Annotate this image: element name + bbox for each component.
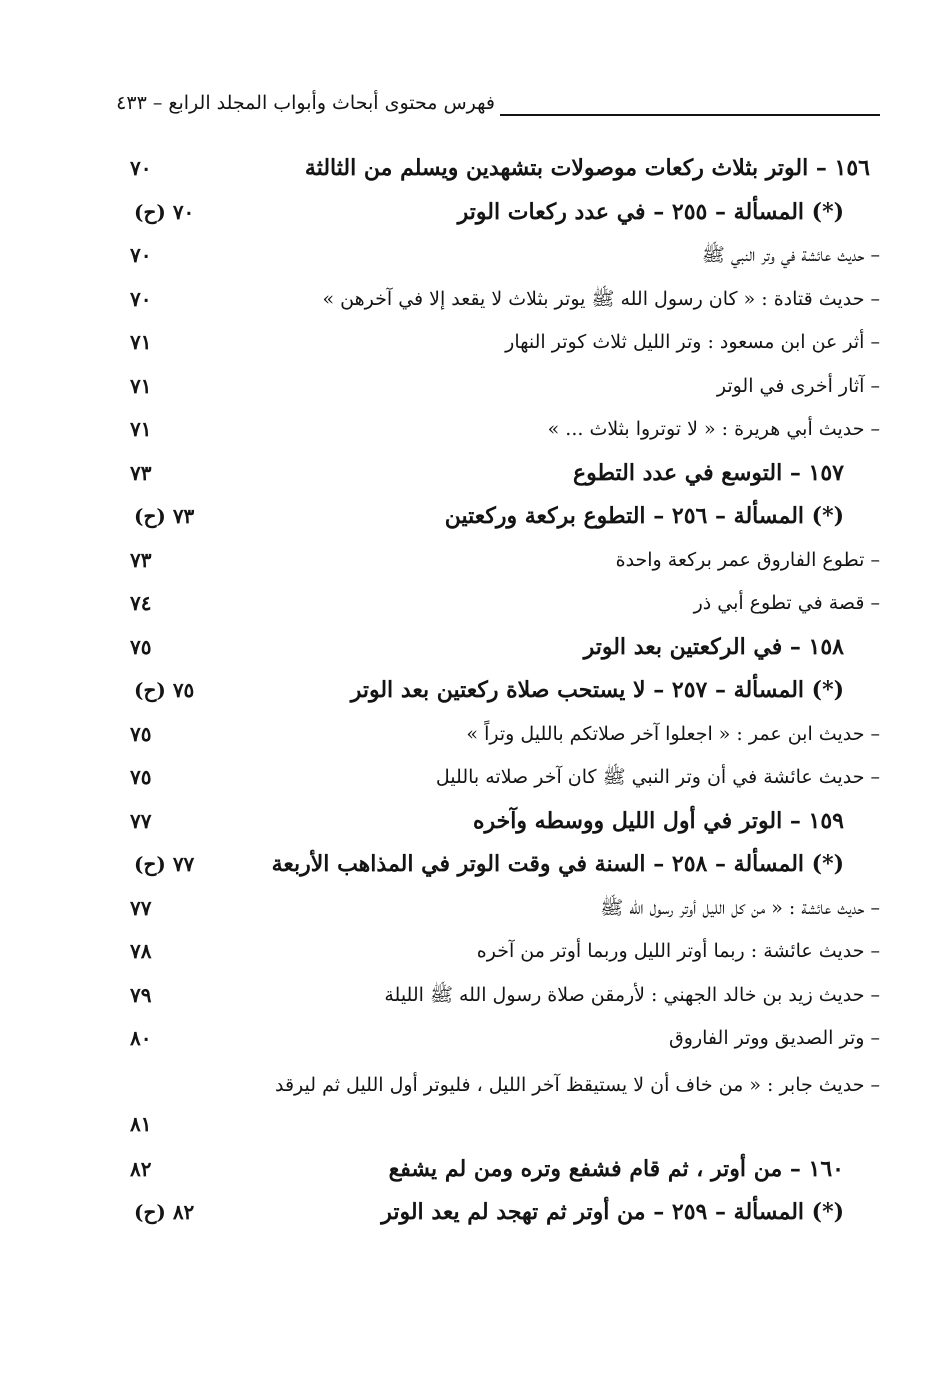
entry-text: – حديث عائشة : « من كل الليل أوتر رسول الله ﷺ — [600, 896, 880, 919]
chapter-heading — [0, 1147, 950, 1191]
page-number: ٧٩ — [130, 982, 152, 1007]
page-number: ٨٢ (ح) — [134, 1200, 195, 1224]
entry-text: – حديث عائشة في وتر النبي ﷺ — [701, 244, 880, 266]
entry-text: – حديث أبي هريرة : « لا توتروا بثلاث ... » — [547, 418, 880, 440]
page-number: ٧٥ — [130, 721, 152, 746]
entry-text: – آثار أخرى في الوتر — [716, 374, 880, 397]
index-item — [0, 277, 950, 321]
page-number: ٧٧ — [130, 895, 152, 920]
page-number: ٧٥ (ح) — [134, 678, 195, 702]
question-heading — [0, 842, 950, 886]
entry-text: ١٦٠ – من أوتر ، ثم قام فشفع وتره ومن لم يشفع — [388, 1155, 844, 1182]
entry-text: – حديث زيد بن خالد الجهني : لأرمقن صلاة رسول الله ﷺ الليلة — [384, 983, 880, 1006]
entry-text: – قصة في تطوع أبي ذر — [693, 592, 880, 614]
page-number: ٧٤ — [130, 591, 152, 615]
index-list — [0, 146, 950, 1234]
entry-text: ١٥٧ – التوسع في عدد التطوع — [572, 459, 844, 486]
index-item — [0, 712, 950, 756]
entry-text: ١٥٦ – الوتر بثلاث ركعات موصولات بتشهدين ويسلم من الثالثة — [304, 155, 870, 181]
entry-text: (*) المسألة – ٢٥٩ – من أوتر ثم تهجد لم يعد الوتر — [381, 1199, 844, 1225]
page-number: ٧٨ — [130, 939, 152, 963]
index-item — [0, 233, 950, 277]
question-heading — [0, 1190, 950, 1234]
entry-text: (*) المسألة – ٢٥٨ – السنة في وقت الوتر في المذاهب الأربعة — [271, 851, 844, 877]
page-number: ٨٠ — [130, 1026, 152, 1050]
page-number: ٧٣ — [130, 460, 152, 485]
entry-text: – حديث ابن عمر : « اجعلوا آخر صلاتكم بالليل وتراً » — [466, 722, 880, 745]
chapter-heading — [0, 799, 950, 843]
chapter-heading — [0, 451, 950, 495]
page-header — [110, 90, 880, 120]
entry-text: – حديث عائشة في أن وتر النبي ﷺ كان آخر صلاته بالليل — [435, 766, 880, 788]
entry-text: – تطوع الفاروق عمر بركعة واحدة — [615, 548, 880, 571]
index-item — [0, 929, 950, 973]
page-number: ٧٣ — [130, 547, 152, 572]
entry-text: ١٥٨ – في الركعتين بعد الوتر — [583, 633, 844, 660]
question-heading — [0, 190, 950, 234]
page-number: ٧١ — [130, 330, 152, 354]
index-item — [0, 320, 950, 364]
entry-text: (*) المسألة – ٢٥٦ – التطوع بركعة وركعتين — [444, 503, 844, 529]
index-item — [0, 364, 950, 408]
entry-text: (*) المسألة – ٢٥٧ – لا يستحب صلاة ركعتين بعد الوتر — [350, 677, 844, 703]
page-number: ٧٠ — [130, 286, 152, 311]
entry-text: – حديث عائشة : ربما أوتر الليل وربما أوتر من آخره — [476, 940, 880, 962]
page-number: ٨١ — [130, 1111, 152, 1136]
page-number: ٧١ — [130, 373, 152, 398]
entry-text: – حديث جابر : « من خاف أن لا يستيقظ آخر الليل ، فليوتر أول الليل ثم ليرقد — [274, 1073, 880, 1096]
entry-text: – وتر الصديق ووتر الفاروق — [669, 1027, 880, 1049]
index-item — [0, 886, 950, 930]
page-number: ٧٠ (ح) — [134, 199, 195, 224]
chapter-heading — [0, 146, 950, 190]
entry-text: ١٥٩ – الوتر في أول الليل ووسطه وآخره — [472, 807, 844, 834]
index-item — [0, 973, 950, 1017]
entry-text: (*) المسألة – ٢٥٥ – في عدد ركعات الوتر — [457, 198, 844, 225]
question-heading — [0, 668, 950, 712]
page-number: ٧٥ — [130, 634, 152, 659]
page-number: ٨٢ — [130, 1156, 152, 1181]
entry-text: – أثر عن ابن مسعود : وتر الليل ثلاث كوتر النهار — [505, 331, 880, 353]
index-item — [0, 755, 950, 799]
page-number: ٧٧ (ح) — [134, 852, 195, 876]
page-number: ٧١ — [130, 417, 152, 441]
chapter-heading — [0, 625, 950, 669]
header-rule — [500, 114, 880, 116]
index-item — [0, 1016, 950, 1060]
question-heading — [0, 494, 950, 538]
page-number: ٧٥ — [130, 765, 152, 789]
page-number: ٧٠ — [130, 243, 152, 267]
index-item — [0, 1060, 950, 1147]
page-number: ٧٧ — [130, 808, 152, 833]
header-title: فهرس محتوى أبحاث وأبواب المجلد الرابع – ٤٣٣ — [116, 92, 495, 114]
page-number: ٧٣ (ح) — [134, 504, 195, 528]
index-item — [0, 407, 950, 451]
entry-text: – حديث قتادة : « كان رسول الله ﷺ يوتر بثلاث لا يقعد إلا في آخرهن » — [322, 287, 880, 310]
page-number: ٧٠ — [130, 156, 152, 180]
index-item — [0, 581, 950, 625]
index-item — [0, 538, 950, 582]
